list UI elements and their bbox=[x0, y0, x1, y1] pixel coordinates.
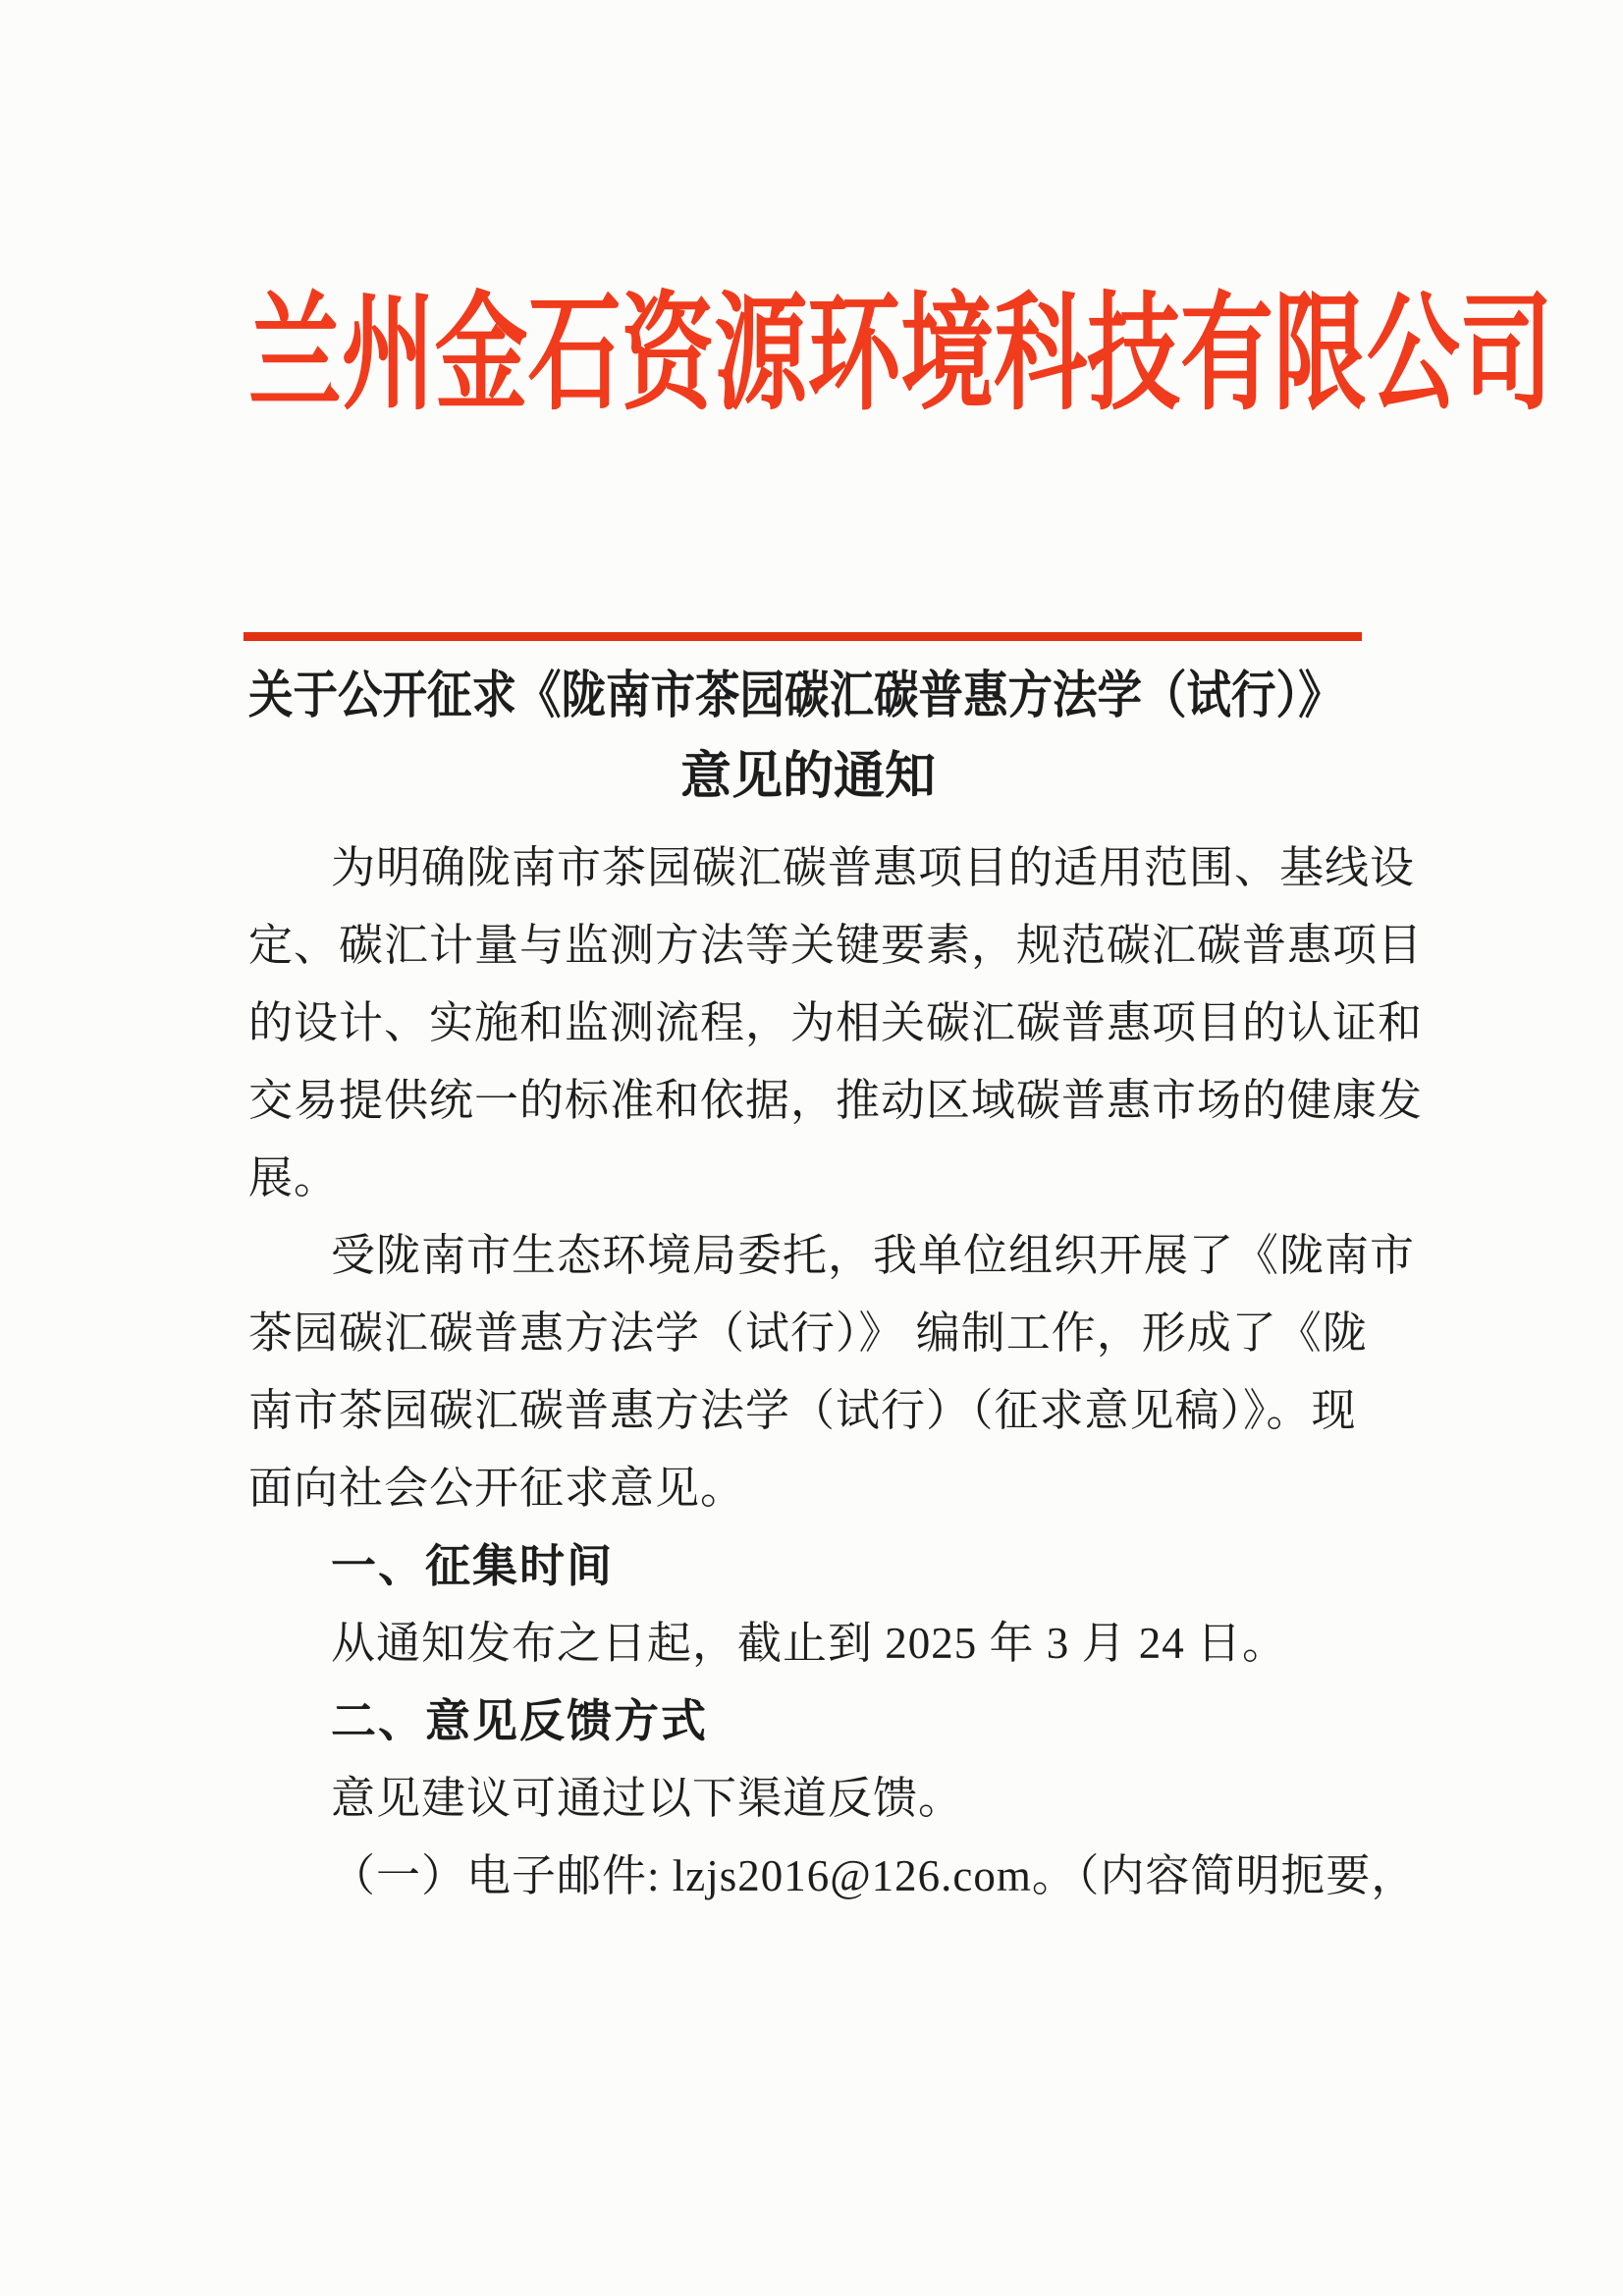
body-line: 面向社会公开征求意见。 bbox=[248, 1464, 746, 1513]
body-line: 展。 bbox=[248, 1153, 340, 1202]
notice-title-line2: 意见的通知 bbox=[679, 749, 936, 805]
company-letterhead: 兰州金石资源环境科技有限公司 bbox=[248, 285, 1553, 426]
body-line: 受陇南市生态环境局委托，我单位组织开展了《陇南市 bbox=[331, 1231, 1416, 1280]
letterhead-divider-rule bbox=[243, 632, 1362, 641]
body-line: 为明确陇南市茶园碳汇碳普惠项目的适用范围、基线设 bbox=[331, 843, 1416, 892]
email-contact-line: （一）电子邮件: lzjs2016@126.com。（内容简明扼要， bbox=[331, 1851, 1417, 1900]
feedback-channels-line: 意见建议可通过以下渠道反馈。 bbox=[331, 1774, 964, 1823]
notice-title bbox=[248, 657, 1368, 818]
body-line: 的设计、实施和监测流程，为相关碳汇碳普惠项目的认证和 bbox=[248, 998, 1424, 1047]
section-heading-feedback-method: 二、意见反馈方式 bbox=[331, 1695, 708, 1746]
section-heading-collection-time: 一、征集时间 bbox=[331, 1540, 614, 1591]
body-line: 茶园碳汇碳普惠方法学（试行）》 编制工作，形成了《陇 bbox=[248, 1308, 1368, 1358]
body-line: 交易提供统一的标准和依据，推动区域碳普惠市场的健康发 bbox=[248, 1076, 1424, 1125]
collection-deadline-line: 从通知发布之日起，截止到 2025 年 3 月 24 日。 bbox=[331, 1619, 1288, 1668]
document-content bbox=[248, 0, 1553, 1915]
body-line: 南市茶园碳汇碳普惠方法学（试行）（征求意见稿）》。现 bbox=[248, 1386, 1357, 1435]
notice-title-line1: 关于公开征求《陇南市茶园碳汇碳普惠方法学（试行）》 bbox=[248, 668, 1343, 724]
body-line: 定、碳汇计量与监测方法等关键要素，规范碳汇碳普惠项目 bbox=[248, 921, 1424, 970]
notice-body bbox=[248, 829, 1424, 1915]
